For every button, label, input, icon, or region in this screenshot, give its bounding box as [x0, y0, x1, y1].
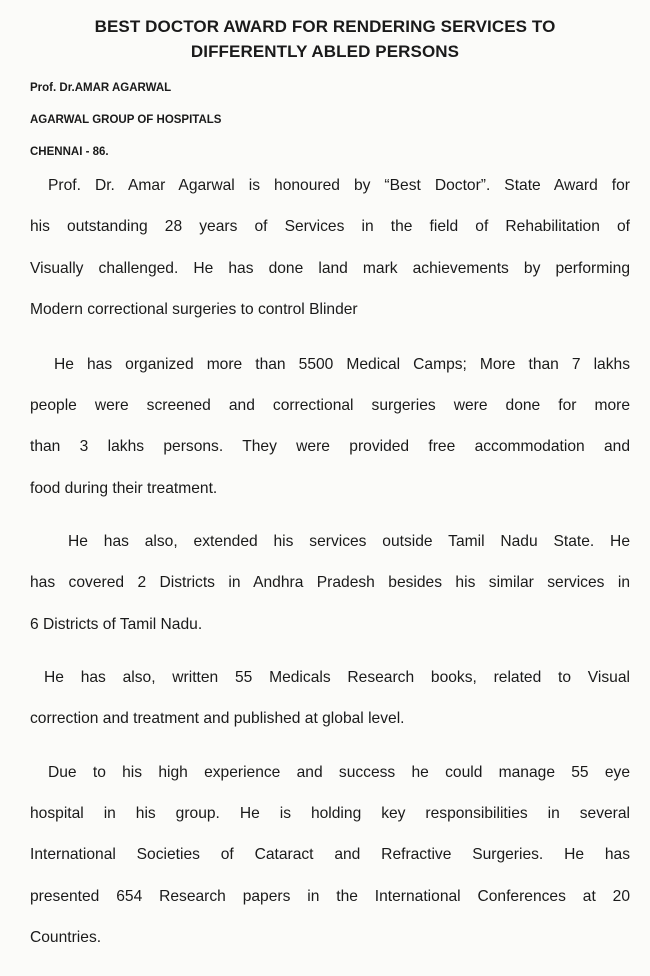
title-line-1: BEST DOCTOR AWARD FOR RENDERING SERVICES TO — [94, 17, 556, 36]
paragraph-line: Prof. Dr. Amar Agarwal is honoured by “Best Doctor”. State Award for — [48, 177, 630, 194]
paragraph-line: He has also, extended his services outside Tamil Nadu State. He — [68, 533, 630, 550]
paragraph-line: than 3 lakhs persons. They were provided free accommodation and — [30, 438, 630, 455]
paragraph-line: his outstanding 28 years of Services in the field of Rehabilitation of — [30, 218, 630, 235]
paragraph-line: food during their treatment. — [30, 480, 218, 497]
paragraph-line: 6 Districts of Tamil Nadu. — [30, 616, 203, 633]
document-title — [20, 14, 630, 64]
author-name: Prof. Dr.AMAR AGARWAL — [30, 82, 172, 94]
paragraph-line: He has organized more than 5500 Medical Camps; More than 7 lakhs — [54, 356, 630, 373]
paragraph-line: International Societies of Cataract and Refractive Surgeries. He has — [30, 846, 630, 863]
paragraph-line: correction and treatment and published at global level. — [30, 710, 405, 727]
paragraph-line: Visually challenged. He has done land mark achievements by performing — [30, 260, 630, 277]
paragraph-line: He has also, written 55 Medicals Research books, related to Visual — [44, 669, 630, 686]
paragraph-line: has covered 2 Districts in Andhra Pradesh besides his similar services in — [30, 574, 630, 591]
paragraph-line: presented 654 Research papers in the International Conferences at 20 — [30, 888, 630, 905]
paragraph-line: Countries. — [30, 929, 102, 946]
title-line-2: DIFFERENTLY ABLED PERSONS — [190, 42, 460, 61]
paragraph-line: Due to his high experience and success he could manage 55 eye — [48, 764, 630, 781]
paragraph-line: hospital in his group. He is holding key responsibilities in several — [30, 805, 630, 822]
paragraph-line: Modern correctional surgeries to control Blinder — [30, 301, 358, 318]
paragraph-line: people were screened and correctional surgeries were done for more — [30, 397, 630, 414]
author-organization: AGARWAL GROUP OF HOSPITALS — [30, 114, 222, 126]
author-location: CHENNAI - 86. — [30, 146, 109, 158]
